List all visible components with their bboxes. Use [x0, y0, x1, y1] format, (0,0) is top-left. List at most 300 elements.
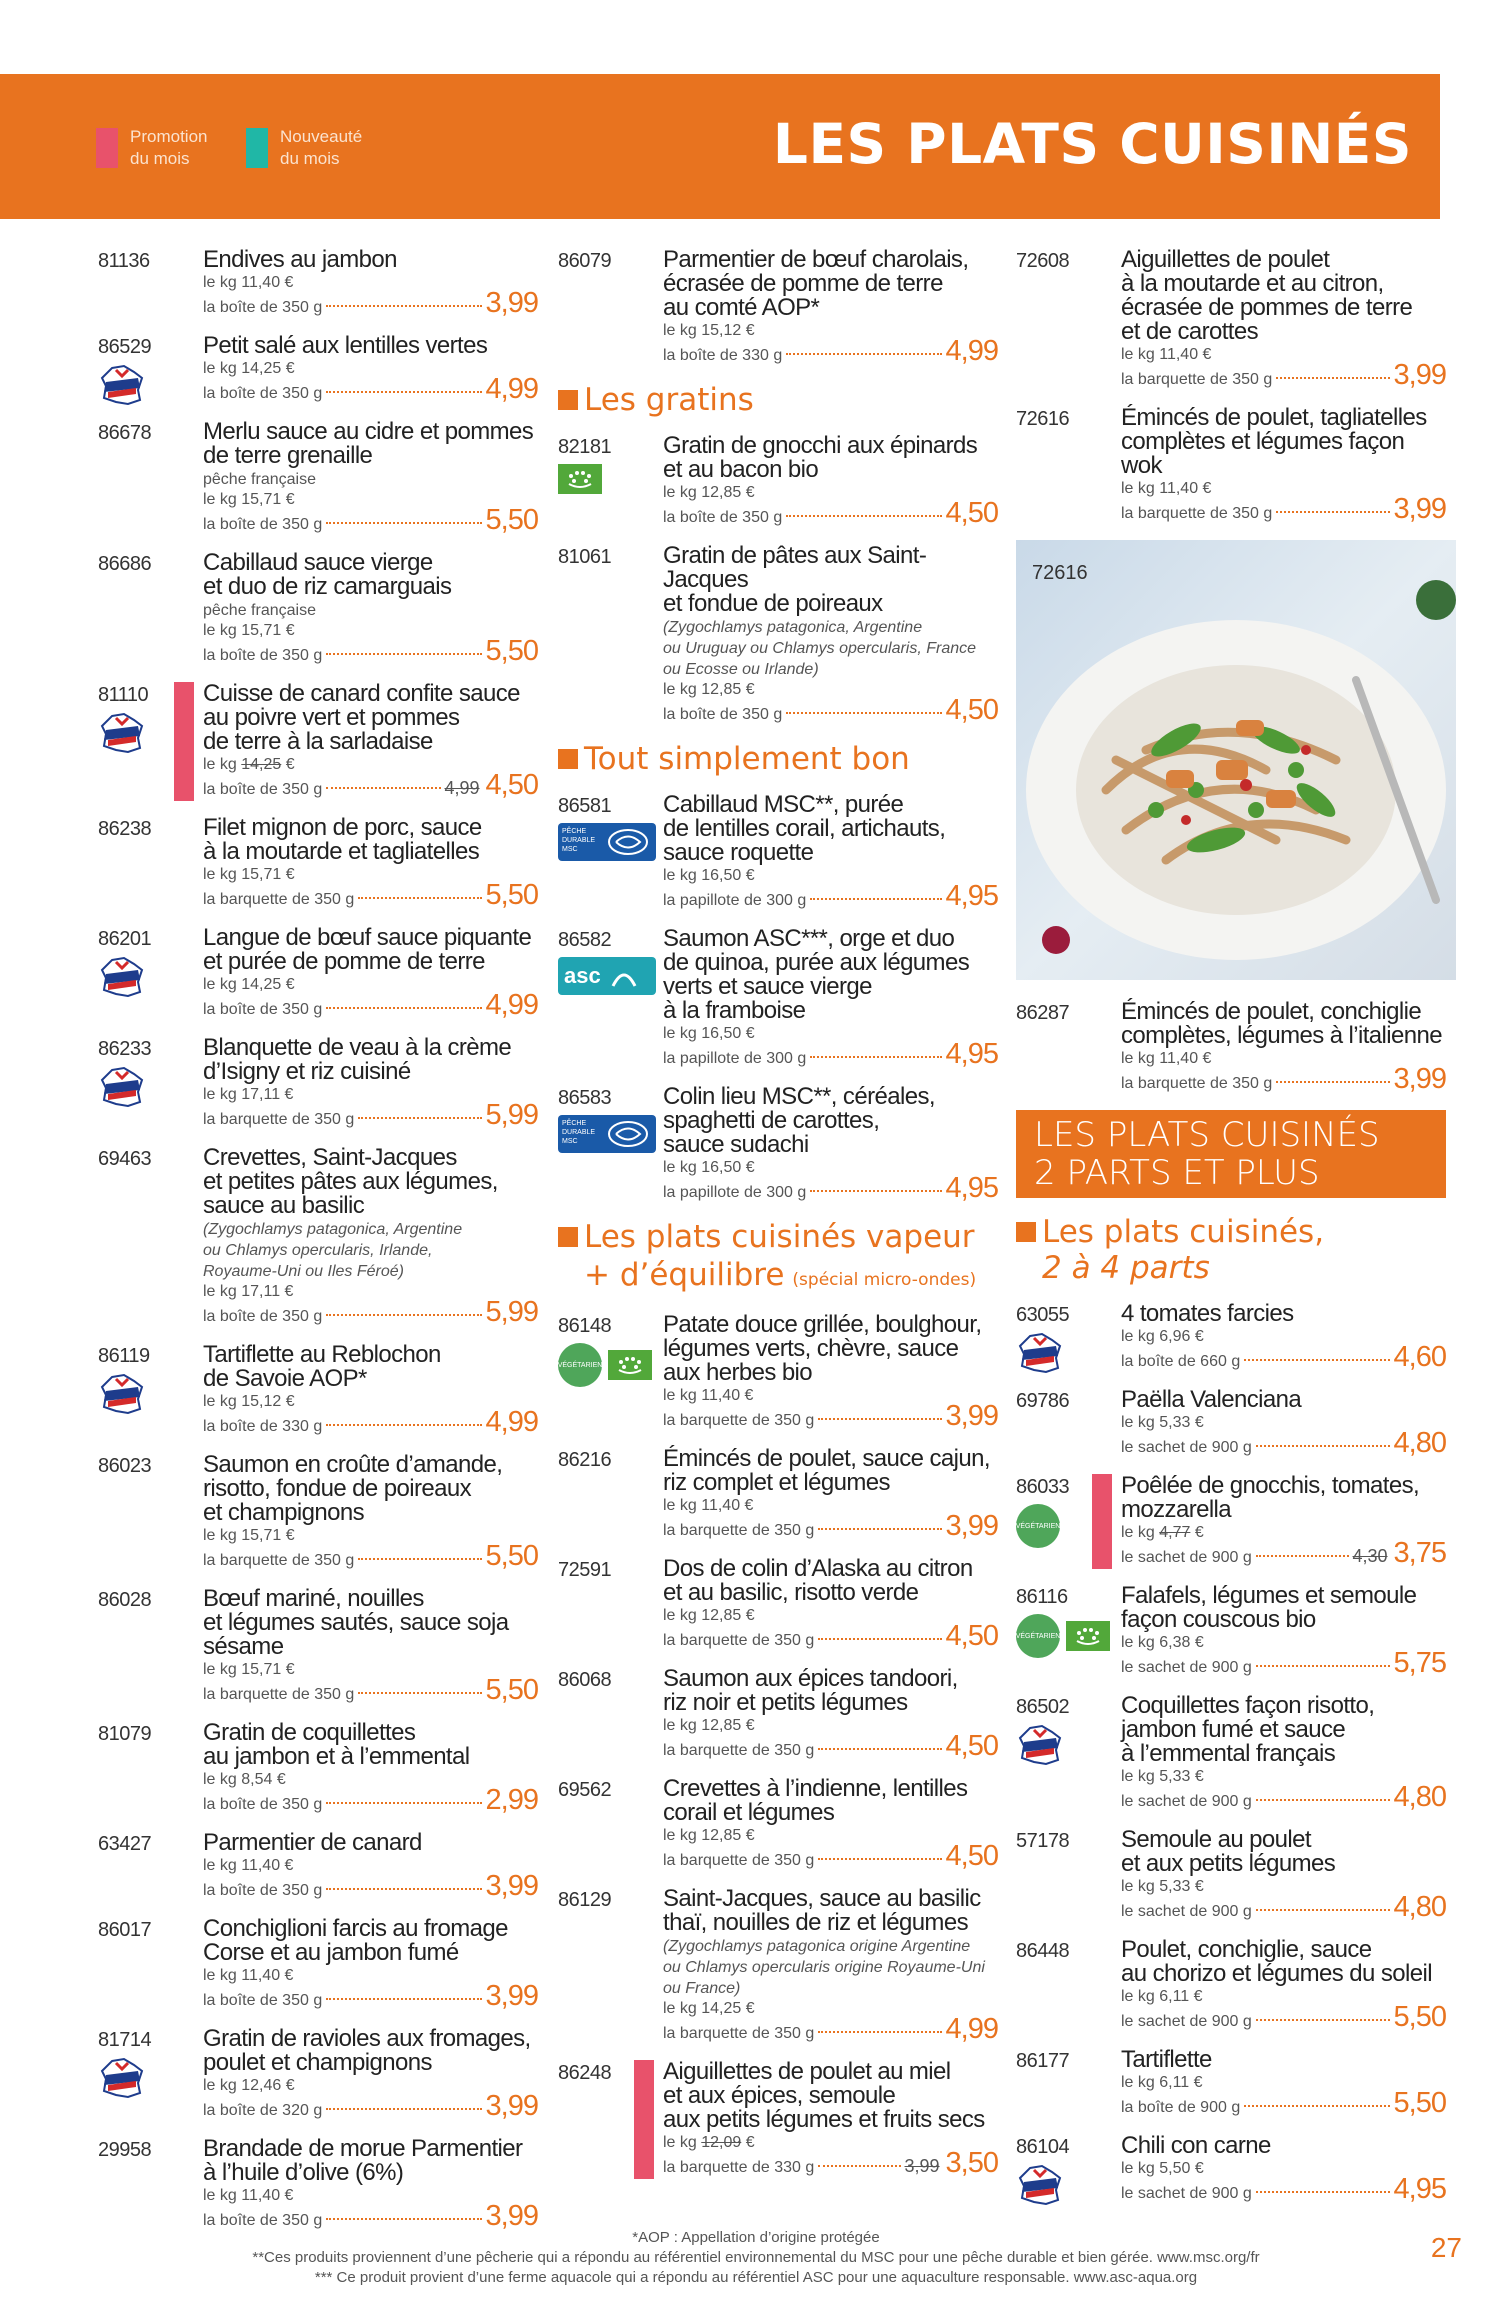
origine-france-icon	[1016, 1724, 1064, 1766]
price-per-kg: le kg 11,40 €	[203, 1857, 294, 1874]
product-name: d’Isigny et riz cuisiné	[203, 1058, 411, 1085]
product-origin: Royaume-Uni ou Iles Féroé)	[203, 1263, 404, 1280]
pack-price-line	[1121, 1427, 1446, 1459]
origine-france-icon	[98, 364, 146, 406]
product-item	[98, 1917, 538, 2012]
product-item	[98, 248, 538, 319]
product-origin: (Zygochlamys patagonica, Argentine	[663, 619, 923, 636]
product-name: Coquillettes façon risotto,	[1121, 1692, 1375, 1719]
price-per-kg: le kg 12,85 €	[663, 484, 755, 501]
product-name: Bœuf mariné, nouilles	[203, 1585, 424, 1612]
pack-size: la papillote de 300 g	[663, 1184, 807, 1201]
pack-price-line	[663, 1038, 998, 1070]
column-3	[1016, 248, 1446, 2220]
pack-price-line	[1121, 1341, 1446, 1373]
pack-size: la boîte de 350 g	[203, 1992, 323, 2009]
product-name: Aiguillettes de poulet	[1121, 246, 1330, 273]
product-name: Cabillaud MSC**, purée	[663, 791, 904, 818]
product-item	[1016, 2134, 1446, 2205]
product-code: 86502	[1016, 1696, 1070, 1718]
product-item	[98, 926, 538, 1021]
price-per-kg: le kg 11,40 €	[203, 2187, 294, 2204]
price: 4,50	[945, 694, 998, 726]
product-code: 63055	[1016, 1304, 1070, 1326]
price: 4,95	[945, 880, 998, 912]
product-labels	[1016, 2164, 1064, 2206]
product-name: à la framboise	[663, 997, 806, 1024]
product-item	[98, 334, 538, 405]
product-name: Crevettes, Saint-Jacques	[203, 1144, 457, 1171]
footnote-asc: *** Ce produit provient d’une ferme aquacole qui a répondu au référentiel ASC pour une aquaculture responsable. www.asc-aqua.org	[314, 2269, 1198, 2286]
vegetarien-icon	[1016, 1614, 1060, 1658]
product-name: et petites pâtes aux légumes,	[203, 1168, 498, 1195]
product-name: de terre à la sarladaise	[203, 728, 433, 755]
product-item	[98, 1831, 538, 1902]
product-code: 86104	[1016, 2136, 1070, 2158]
vegetarien-icon	[558, 1343, 602, 1387]
price: 3,99	[1393, 1063, 1446, 1095]
pack-size: la boîte de 350 g	[203, 516, 323, 533]
old-price: 3,99	[904, 2156, 940, 2176]
product-code: 86678	[98, 422, 152, 444]
old-price: 4,30	[1352, 1546, 1388, 1566]
product-code: 86017	[98, 1919, 152, 1941]
product-labels	[98, 364, 146, 406]
product-item	[558, 1777, 998, 1872]
vegetarien-label-text: VÉGÉTARIEN	[1015, 1632, 1061, 1640]
price: 3,75	[1393, 1537, 1446, 1569]
product-code: 86583	[558, 1087, 612, 1109]
product-code: 86448	[1016, 1940, 1070, 1962]
old-price: 4,99	[444, 778, 480, 798]
product-name: écrasée de pomme de terre	[663, 270, 943, 297]
column-2	[558, 248, 998, 2194]
product-name: Parmentier de canard	[203, 1829, 422, 1856]
product-name: et au basilic, risotto verde	[663, 1579, 919, 1606]
pack-size: la boîte de 330 g	[663, 347, 783, 364]
dish-photo	[1016, 540, 1456, 980]
product-item	[98, 1146, 538, 1328]
product-labels	[1016, 1332, 1064, 1374]
product-item	[1016, 1584, 1446, 1679]
product-item	[558, 1085, 998, 1204]
product-name: à l’emmental français	[1121, 1740, 1336, 1767]
legend-promotion-line2: du mois	[130, 149, 190, 168]
product-name: Chili con carne	[1121, 2132, 1271, 2159]
price-per-kg: le kg 6,11 €	[1121, 1988, 1203, 2005]
product-item	[98, 1453, 538, 1572]
product-code: 57178	[1016, 1830, 1070, 1852]
pack-price-line	[203, 635, 538, 667]
price-per-kg: le kg 8,54 €	[203, 1771, 286, 1788]
product-code: 86201	[98, 928, 152, 950]
price-per-kg: le kg 5,33 €	[1121, 1414, 1204, 1431]
price-per-kg: le kg 12,85 €	[663, 1827, 755, 1844]
price-per-kg: le kg 5,33 €	[1121, 1878, 1204, 1895]
product-origin: (Zygochlamys patagonica origine Argentine	[663, 1938, 971, 1955]
product-name: Gratin de gnocchi aux épinards	[663, 432, 978, 459]
pack-size: la boîte de 350 g	[663, 706, 783, 723]
price: 5,50	[485, 635, 538, 667]
price: 4,50	[945, 497, 998, 529]
old-price-per-kg: 12,09	[701, 2134, 742, 2151]
pack-size: la barquette de 330 g	[663, 2159, 815, 2176]
pack-size: la barquette de 350 g	[663, 1632, 815, 1649]
product-name: Falafels, légumes et semoule	[1121, 1582, 1417, 1609]
pack-size: le sachet de 900 g	[1121, 1659, 1252, 1676]
product-name: Semoule au poulet	[1121, 1826, 1311, 1853]
pack-price-line	[1121, 1537, 1446, 1569]
product-name: Corse et au jambon fumé	[203, 1939, 459, 1966]
origine-france-icon	[98, 1066, 146, 1108]
product-code: 81136	[98, 250, 150, 272]
pack-size: la boîte de 350 g	[203, 2212, 323, 2229]
price: 3,99	[485, 1870, 538, 1902]
price: 5,99	[485, 1099, 538, 1131]
product-name: Poulet, conchiglie, sauce	[1121, 1936, 1372, 1963]
product-name: Crevettes à l’indienne, lentilles	[663, 1775, 968, 1802]
pack-price-line	[203, 989, 538, 1021]
product-name: Parmentier de bœuf charolais,	[663, 246, 969, 273]
pack-price-line	[203, 504, 538, 536]
pack-price-line	[203, 1540, 538, 1572]
price: 5,50	[1393, 2087, 1446, 2119]
product-code: 81061	[558, 546, 612, 568]
origine-france-icon	[1016, 2164, 1064, 2206]
price: 5,50	[1393, 2001, 1446, 2033]
product-name: Endives au jambon	[203, 246, 397, 273]
price: 5,50	[485, 1674, 538, 1706]
product-item	[558, 2060, 998, 2179]
product-name: et fondue de poireaux	[663, 590, 883, 617]
price: 5,75	[1393, 1647, 1446, 1679]
section-band	[1016, 1110, 1446, 1198]
product-name: à la moutarde et tagliatelles	[203, 838, 480, 865]
pack-price-line	[663, 497, 998, 529]
product-note: pêche française	[203, 471, 316, 488]
product-item	[1016, 2048, 1446, 2119]
price: 3,99	[485, 2090, 538, 2122]
product-name: Poêlée de gnocchis, tomates,	[1121, 1472, 1420, 1499]
parts-title: Les plats cuisinés,	[1042, 1214, 1325, 1250]
product-name: Cabillaud sauce vierge	[203, 549, 433, 576]
price: 4,80	[1393, 1427, 1446, 1459]
price-per-kg: le kg 11,40 €	[663, 1497, 754, 1514]
pack-price-line	[1121, 2087, 1446, 2119]
legend-nouveaute-line1: Nouveauté	[280, 127, 363, 146]
product-code: 86079	[558, 250, 612, 272]
product-item	[558, 793, 998, 912]
product-labels	[98, 1373, 146, 1415]
product-name: aux petits légumes et fruits secs	[663, 2106, 985, 2133]
product-item	[558, 248, 998, 367]
product-name: spaghetti de carottes,	[663, 1107, 880, 1134]
band-line2: 2 PARTS ET PLUS	[1034, 1153, 1320, 1193]
pack-size: la barquette de 350 g	[1121, 1075, 1273, 1092]
price: 4,99	[945, 335, 998, 367]
product-name: et aux épices, semoule	[663, 2082, 896, 2109]
legend-promotion-line1: Promotion	[130, 127, 208, 146]
product-item	[98, 1036, 538, 1131]
pack-size: la boîte de 350 g	[203, 299, 323, 316]
price-per-kg: le kg 11,40 €	[203, 1967, 294, 1984]
product-origin: ou Ecosse ou Irlande)	[663, 661, 819, 678]
product-name: Conchiglioni farcis au fromage	[203, 1915, 508, 1942]
product-name: de terre grenaille	[203, 442, 373, 469]
price-per-kg: le kg 15,71 €	[203, 1661, 295, 1678]
product-code: 69786	[1016, 1390, 1070, 1412]
msc-label-text: PÊCHE DURABLE MSC	[562, 1120, 596, 1145]
price: 4,99	[485, 989, 538, 1021]
product-item	[98, 682, 538, 801]
price: 5,50	[485, 879, 538, 911]
pack-price-line	[663, 1172, 998, 1204]
product-name: et duo de riz camarguais	[203, 573, 452, 600]
product-name: Patate douce grillée, boulghour,	[663, 1311, 982, 1338]
product-name: complètes et légumes façon wok	[1121, 428, 1405, 479]
price-per-kg: le kg 12,85 €	[663, 1717, 755, 1734]
promotion-marker	[1092, 1474, 1112, 1569]
product-origin: (Zygochlamys patagonica, Argentine	[203, 1221, 463, 1238]
product-name: Saint-Jacques, sauce au basilic	[663, 1885, 981, 1912]
product-code: 86028	[98, 1589, 152, 1611]
product-name: Saumon en croûte d’amande,	[203, 1451, 503, 1478]
product-code: 86129	[558, 1889, 612, 1911]
asc-label-icon	[558, 957, 656, 995]
product-name: à l’huile d’olive (6%)	[203, 2159, 404, 2186]
product-name: Blanquette de veau à la crème	[203, 1034, 512, 1061]
product-name: et au bacon bio	[663, 456, 819, 483]
msc-label-text: PÊCHE DURABLE MSC	[562, 828, 596, 853]
product-name: et champignons	[203, 1499, 365, 1526]
product-name: Colin lieu MSC**, céréales,	[663, 1083, 935, 1110]
pack-size: la barquette de 350 g	[663, 2025, 815, 2042]
product-name: et de carottes	[1121, 318, 1259, 345]
old-price-per-kg: 4,77	[1159, 1524, 1191, 1541]
pack-price-line	[203, 373, 538, 405]
product-code: 69562	[558, 1779, 612, 1801]
product-code: 81110	[98, 684, 149, 706]
legend-nouveaute	[246, 126, 362, 170]
footnotes	[0, 2228, 1512, 2288]
footnote-msc: **Ces produits proviennent d’une pêcherie qui a répondu au référentiel environnemental du MSC pour une pêche durable et bien gérée. www.msc.org/fr	[252, 2249, 1260, 2266]
product-code: 86177	[1016, 2050, 1070, 2072]
product-item	[1016, 1694, 1446, 1813]
pack-size: le sachet de 900 g	[1121, 1903, 1252, 1920]
page-title: LES PLATS CUISINÉS	[772, 112, 1412, 176]
product-code: 86233	[98, 1038, 152, 1060]
pack-price-line	[203, 769, 538, 801]
product-code: 82181	[558, 436, 612, 458]
product-code: 86581	[558, 795, 612, 817]
pack-price-line	[1121, 2173, 1446, 2205]
product-labels	[558, 1343, 652, 1387]
product-item	[1016, 1000, 1446, 1095]
product-labels	[1016, 1614, 1110, 1658]
pack-size: la boîte de 320 g	[203, 2102, 323, 2119]
price: 5,50	[485, 1540, 538, 1572]
product-code: 72608	[1016, 250, 1070, 272]
price-per-kg: le kg 14,25 €	[203, 360, 295, 377]
price-per-kg: le kg 15,71 €	[203, 622, 295, 639]
price-per-kg: le kg 6,11 €	[1121, 2074, 1203, 2091]
product-code: 86023	[98, 1455, 152, 1477]
price: 4,99	[485, 373, 538, 405]
pack-price-line	[1121, 1891, 1446, 1923]
pack-price-line	[203, 1296, 538, 1328]
pack-size: la boîte de 350 g	[203, 385, 323, 402]
product-labels	[98, 956, 146, 998]
band-line1: LES PLATS CUISINÉS	[1034, 1115, 1380, 1155]
pack-size: la barquette de 350 g	[663, 1522, 815, 1539]
vapeur-title-2: + d’équilibre	[584, 1257, 785, 1293]
parts-title-2: 2 à 4 parts	[1042, 1250, 1210, 1286]
simple-title: Tout simplement bon	[584, 741, 910, 777]
origine-france-icon	[98, 1373, 146, 1415]
product-name: Tartiflette	[1121, 2046, 1212, 2073]
product-code: 86238	[98, 818, 152, 840]
pack-price-line	[663, 1840, 998, 1872]
origine-france-icon	[1016, 1332, 1064, 1374]
price-per-kg: le kg 14,25 €	[203, 756, 295, 773]
price-per-kg: le kg 11,40 €	[663, 1387, 754, 1404]
product-origin: ou Chlamys opercularis, Irlande,	[203, 1242, 433, 1259]
pack-price-line	[203, 2090, 538, 2122]
pack-price-line	[663, 880, 998, 912]
product-name: Tartiflette au Reblochon	[203, 1341, 441, 1368]
pack-size: la barquette de 350 g	[663, 1852, 815, 1869]
product-name: au poivre vert et pommes	[203, 704, 460, 731]
vegetarien-label-text: VÉGÉTARIEN	[1015, 1522, 1061, 1530]
product-name: Gratin de ravioles aux fromages,	[203, 2025, 531, 2052]
nouveaute-swatch	[246, 128, 268, 168]
price-per-kg: le kg 15,71 €	[203, 1527, 295, 1544]
price-per-kg: le kg 11,40 €	[1121, 1050, 1212, 1067]
pack-size: la boîte de 900 g	[1121, 2099, 1241, 2116]
product-item	[98, 2027, 538, 2122]
price: 4,99	[485, 1406, 538, 1438]
old-price-per-kg: 14,25	[241, 756, 282, 773]
product-name: Petit salé aux lentilles vertes	[203, 332, 488, 359]
product-name: Émincés de poulet, conchiglie	[1121, 998, 1422, 1025]
price-per-kg: le kg 16,50 €	[663, 1025, 755, 1042]
product-name: Gratin de pâtes aux Saint-Jacques	[663, 542, 927, 593]
section-title-parts	[1016, 1214, 1446, 1286]
price: 4,80	[1393, 1781, 1446, 1813]
pack-size: la barquette de 350 g	[1121, 371, 1273, 388]
price-per-kg: le kg 16,50 €	[663, 1159, 755, 1176]
price-per-kg: le kg 14,25 €	[663, 2000, 755, 2017]
pack-size: la boîte de 350 g	[203, 781, 323, 798]
product-name: sauce roquette	[663, 839, 814, 866]
pack-price-line	[203, 1980, 538, 2012]
price-per-kg: le kg 12,85 €	[663, 681, 755, 698]
pack-price-line	[663, 694, 998, 726]
gratins-title: Les gratins	[584, 382, 754, 418]
price: 3,99	[945, 1510, 998, 1542]
price: 4,80	[1393, 1891, 1446, 1923]
pack-price-line	[1121, 359, 1446, 391]
price: 2,99	[485, 1784, 538, 1816]
product-item	[558, 927, 998, 1070]
product-name: 4 tomates farcies	[1121, 1300, 1294, 1327]
price-per-kg: le kg 15,12 €	[663, 322, 755, 339]
price-per-kg: le kg 16,50 €	[663, 867, 755, 884]
pack-size: le sachet de 900 g	[1121, 1439, 1252, 1456]
product-name: aux herbes bio	[663, 1359, 813, 1386]
pack-size: la boîte de 350 g	[663, 509, 783, 526]
pack-size: la boîte de 350 g	[203, 1308, 323, 1325]
price: 4,50	[945, 1730, 998, 1762]
vegetarien-label-text: VÉGÉTARIEN	[557, 1361, 603, 1369]
pack-price-line	[1121, 2001, 1446, 2033]
price: 3,99	[945, 1400, 998, 1432]
product-name: Aiguillettes de poulet au miel	[663, 2058, 951, 2085]
pack-size: la barquette de 350 g	[203, 891, 355, 908]
product-name: de Savoie AOP*	[203, 1365, 367, 1392]
pack-size: la barquette de 350 g	[663, 1742, 815, 1759]
product-name: verts et sauce vierge	[663, 973, 872, 1000]
product-item	[1016, 1302, 1446, 1373]
price-per-kg: le kg 12,09 €	[663, 2134, 755, 2151]
pack-price-line	[663, 1620, 998, 1652]
price-per-kg: le kg 15,71 €	[203, 491, 295, 508]
column-1	[98, 248, 538, 2247]
product-name: Gratin de coquillettes	[203, 1719, 416, 1746]
price: 3,99	[485, 2200, 538, 2232]
pack-size: la boîte de 330 g	[203, 1418, 323, 1435]
pack-price-line	[1121, 493, 1446, 525]
product-item	[558, 1447, 998, 1542]
price: 4,99	[945, 2013, 998, 2045]
product-note: pêche française	[203, 602, 316, 619]
product-name: corail et légumes	[663, 1799, 835, 1826]
product-name: Paëlla Valenciana	[1121, 1386, 1302, 1413]
origine-france-icon	[98, 712, 146, 754]
product-item	[1016, 1938, 1446, 2033]
product-name: et aux petits légumes	[1121, 1850, 1336, 1877]
vapeur-small: (spécial micro-ondes)	[792, 1270, 977, 1290]
pack-size: la barquette de 350 g	[203, 1552, 355, 1569]
product-name: riz complet et légumes	[663, 1469, 890, 1496]
price-per-kg: le kg 15,71 €	[203, 866, 295, 883]
pack-price-line	[663, 1510, 998, 1542]
pack-size: la boîte de 350 g	[203, 1001, 323, 1018]
price-per-kg: le kg 6,96 €	[1121, 1328, 1204, 1345]
pack-size: la boîte de 660 g	[1121, 1353, 1241, 1370]
product-name: de quinoa, purée aux légumes	[663, 949, 970, 976]
section-title-vapeur	[558, 1219, 998, 1293]
msc-label-icon	[558, 823, 656, 861]
pack-size: la barquette de 350 g	[1121, 505, 1273, 522]
product-code: 29958	[98, 2139, 152, 2161]
price-per-kg: le kg 12,85 €	[663, 1607, 755, 1624]
product-item	[98, 1721, 538, 1816]
product-item	[98, 816, 538, 911]
product-code: 81079	[98, 1723, 152, 1745]
product-labels	[1016, 1724, 1064, 1766]
origine-france-icon	[98, 2057, 146, 2099]
product-code: 86119	[98, 1345, 150, 1367]
product-item	[558, 434, 998, 529]
product-code: 69463	[98, 1148, 152, 1170]
product-item	[1016, 248, 1446, 391]
pack-price-line	[203, 1099, 538, 1131]
product-item	[1016, 1474, 1446, 1569]
product-code: 86248	[558, 2062, 612, 2084]
product-name: complètes, légumes à l’italienne	[1121, 1022, 1442, 1049]
price-per-kg: le kg 11,40 €	[1121, 346, 1212, 363]
